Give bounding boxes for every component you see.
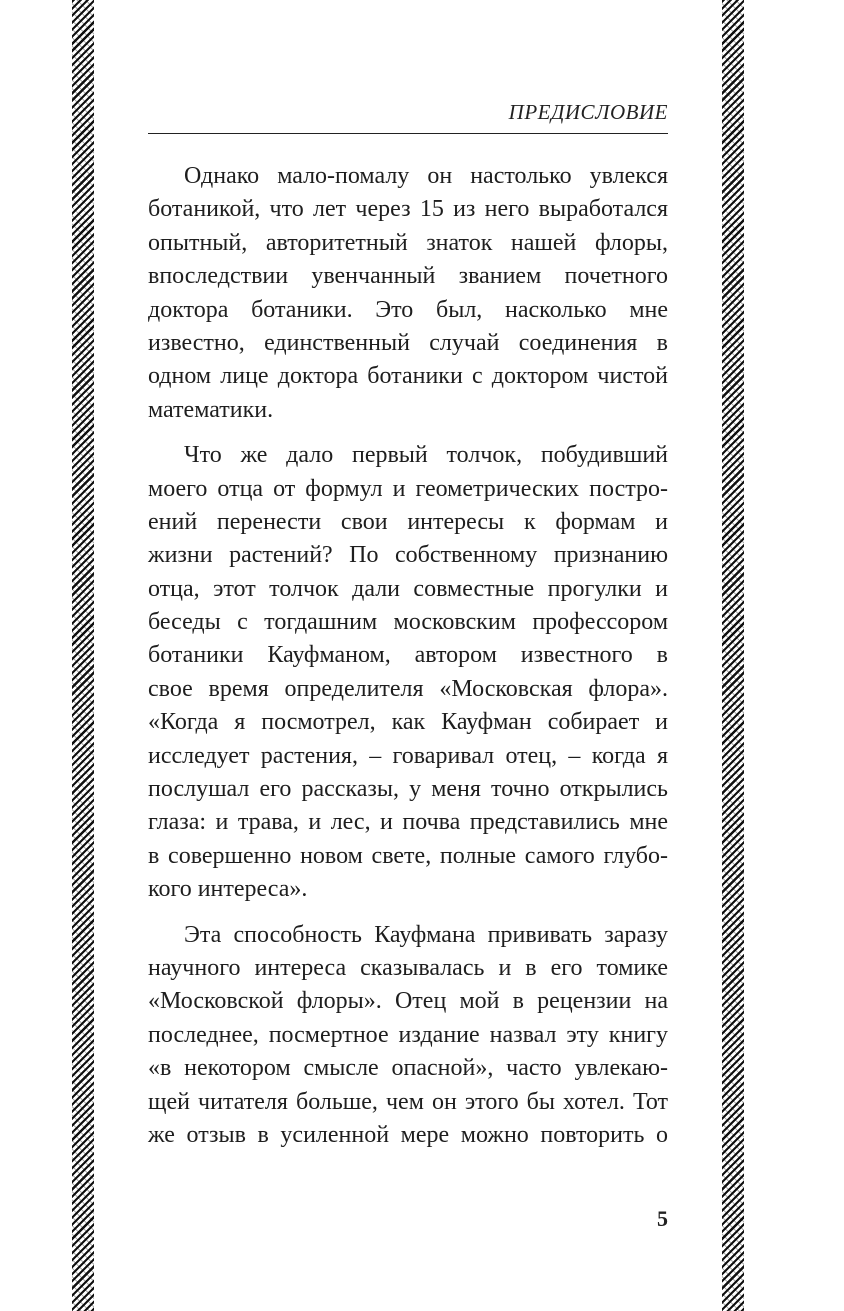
text-line: ений перенести свои интересы к формам и xyxy=(148,508,668,535)
text-line: последнее, посмертное издание назвал эту книгу xyxy=(148,1021,668,1048)
text-line: «в некотором смысле опасной», часто увлекаю- xyxy=(148,1055,668,1082)
text-line: Однако мало-помалу он настолько увлекся xyxy=(184,163,668,189)
running-head-rule xyxy=(148,133,668,134)
text-line: исследует растения, – говаривал отец, – когда я xyxy=(148,742,668,769)
page-number: 5 xyxy=(657,1206,668,1231)
running-head: ПРЕДИСЛОВИЕ xyxy=(508,100,668,124)
body-text xyxy=(148,160,668,1164)
text-line: отца, этот толчок дали совместные прогулки и xyxy=(148,575,668,602)
paragraph-1 xyxy=(148,160,668,427)
text-line: кого интереса». xyxy=(148,876,308,903)
text-line: доктора ботаники. Это был, насколько мне xyxy=(148,296,668,323)
text-line: одном лице доктора ботаники с доктором чистой xyxy=(148,363,668,390)
decorative-border-left xyxy=(72,0,94,1311)
text-line: Что же дало первый толчок, побудивший xyxy=(184,442,668,469)
text-line: Эта способность Кауфмана прививать заразу xyxy=(184,921,668,948)
text-line: ботаники Кауфманом, автором известного в xyxy=(148,642,668,669)
text-line: «Московской флоры». Отец мой в рецензии на xyxy=(148,988,668,1015)
text-line: ботаникой, что лет через 15 из него выработался xyxy=(148,196,668,223)
text-line: беседы с тогдашним московским профессором xyxy=(148,609,668,636)
text-line: моего отца от формул и геометрических постро- xyxy=(148,475,668,502)
text-line: жизни растений? По собственному признанию xyxy=(148,542,668,569)
text-line: в совершенно новом свете, полные самого глубо- xyxy=(148,842,668,869)
text-line: впоследствии увенчанный званием почетного xyxy=(148,263,668,290)
text-line: глаза: и трава, и лес, и почва представились мне xyxy=(148,809,668,836)
text-line: «Когда я посмотрел, как Кауфман собирает и xyxy=(148,709,668,736)
text-line: послушал его рассказы, у меня точно открылись xyxy=(148,776,668,803)
text-line: опытный, авторитетный знаток нашей флоры, xyxy=(148,229,668,256)
decorative-border-right xyxy=(722,0,744,1311)
text-line: щей читателя больше, чем он этого бы хотел. Тот xyxy=(148,1088,668,1115)
text-line: же отзыв в усиленной мере можно повторить о xyxy=(148,1121,668,1148)
paragraph-3 xyxy=(148,919,668,1153)
paragraph-2 xyxy=(148,439,668,906)
text-line: известно, единственный случай соединения в xyxy=(148,329,668,356)
text-line: математики. xyxy=(148,396,274,423)
text-line: научного интереса сказывалась и в его томике xyxy=(148,954,668,981)
text-line: свое время определителя «Московская флора». xyxy=(148,675,668,702)
